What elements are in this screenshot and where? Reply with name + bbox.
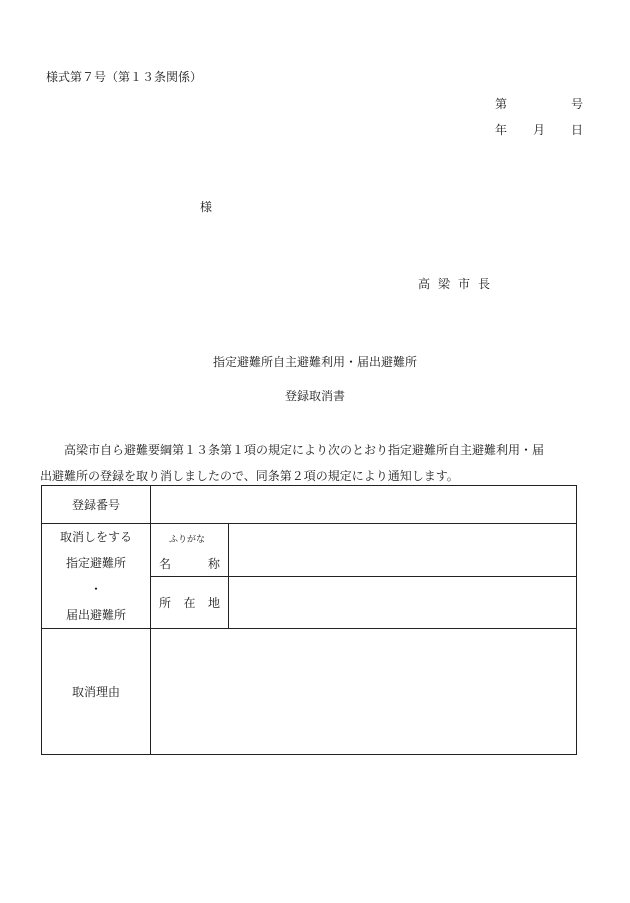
- document-title-line2: 登録取消書: [284, 389, 345, 403]
- name-label: [151, 555, 228, 572]
- name-label-1: 名: [159, 556, 172, 571]
- form-number: 様式第７号（第１３条関係）: [46, 70, 203, 84]
- furigana-label: ふりがな: [169, 534, 206, 545]
- address-label-cell: [151, 576, 229, 629]
- target-label-3: ・: [89, 582, 102, 596]
- shelter-address-field[interactable]: [229, 576, 577, 629]
- sender-name: 高梁市長: [418, 277, 499, 291]
- body-line-1: 高梁市自ら避難要綱第１３条第１項の規定により次のとおり指定避難所自主避難利用・届: [64, 443, 545, 457]
- date-row: [495, 121, 583, 138]
- address-label-2: 在: [183, 595, 196, 610]
- name-label-cell: [151, 524, 229, 577]
- number-label-suffix: 号: [570, 97, 583, 111]
- number-label-prefix: 第: [495, 97, 508, 111]
- reason-field[interactable]: [151, 629, 577, 755]
- reason-row: [42, 629, 577, 755]
- target-label-4: 届出避難所: [65, 608, 126, 622]
- name-label-2: 称: [207, 556, 220, 571]
- reg-number-label: 登録番号: [42, 486, 151, 524]
- name-row: [42, 524, 577, 577]
- shelter-name-field[interactable]: [229, 524, 577, 577]
- reason-label: 取消理由: [42, 629, 151, 755]
- date-month-label: 月: [532, 123, 545, 137]
- registration-cancel-table: [41, 485, 577, 755]
- target-label-1: 取消しをする: [59, 530, 132, 544]
- address-label-1: 所: [159, 595, 172, 610]
- address-label-3: 地: [207, 595, 220, 610]
- target-label-2: 指定避難所: [65, 556, 126, 570]
- document-number-row: [495, 95, 583, 112]
- date-year-label: 年: [495, 123, 508, 137]
- body-text: [40, 437, 585, 489]
- document-title-line1: 指定避難所自主避難利用・届出避難所: [212, 355, 417, 369]
- reg-number-field[interactable]: [151, 486, 577, 524]
- reg-number-row: [42, 486, 577, 524]
- target-shelter-label: [42, 524, 151, 629]
- date-day-label: 日: [570, 123, 583, 137]
- addressee-suffix: 様: [200, 200, 213, 214]
- address-label: [151, 594, 228, 611]
- body-line-2: 出避難所の登録を取り消しましたので、同条第２項の規定により通知します。: [40, 469, 459, 483]
